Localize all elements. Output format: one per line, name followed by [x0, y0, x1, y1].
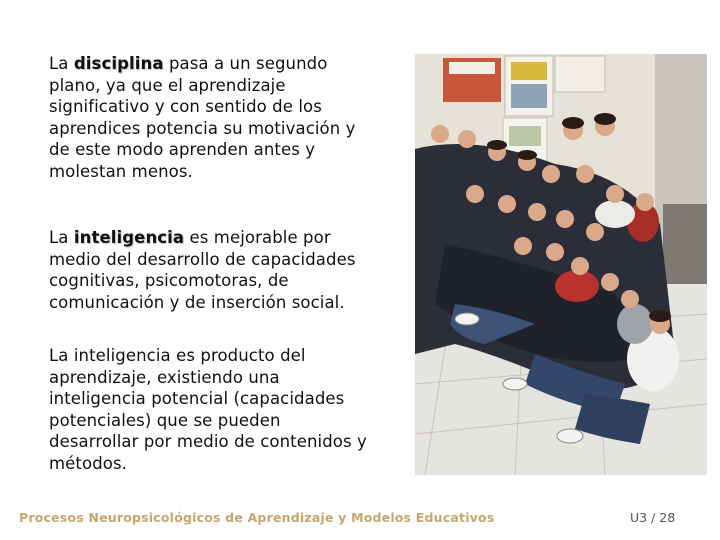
paragraph-inteligencia: [49, 227, 369, 313]
paragraph-prefix: La: [49, 228, 74, 247]
paragraph-text: pasa a un segundo plano, ya que el aprendizaje significativo y con sentido de los aprendices potencia su motivación y de este modo aprenden antes y molestan menos.: [49, 54, 356, 181]
footer-course-title: Procesos Neuropsicológicos de Aprendizaje y Modelos Educativos: [19, 510, 495, 525]
keyword-disciplina: disciplina: [73, 54, 164, 73]
group-photo: [415, 54, 707, 475]
paragraph-disciplina: [49, 53, 369, 183]
paragraph-inteligencia-potencial: La inteligencia es producto del aprendizaje, existiendo una inteligencia potencial (capacidades potenciales) que se pueden desarrollar por medio de contenidos y métodos.: [49, 346, 367, 473]
paragraph-prefix: La: [49, 54, 74, 73]
page-number: U3 / 28: [630, 510, 676, 525]
paragraph-text: es mejorable por medio del desarrollo de capacidades cognitivas, psicomotoras, de comunicación y de inserción social.: [49, 228, 356, 312]
keyword-inteligencia: inteligencia: [73, 228, 185, 247]
